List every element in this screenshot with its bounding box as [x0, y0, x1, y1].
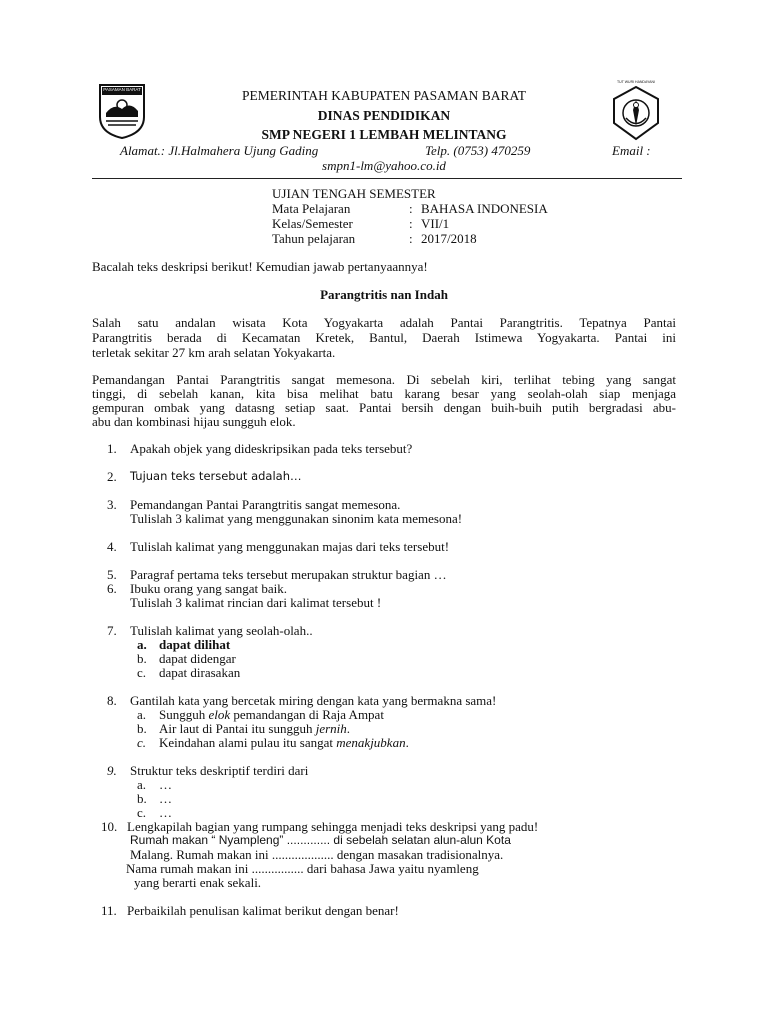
question-text: Paragraf pertama teks tersebut merupakan struktur bagian … [130, 567, 447, 582]
header-email-label: Email : [612, 143, 651, 158]
option-text-part: Air laut di Pantai itu sungguh [159, 721, 316, 736]
paragraph-line: terletak sekitar 27 km arah selatan Yokyakarta. [92, 345, 336, 360]
header-department: DINAS PENDIDIKAN [317, 108, 451, 123]
question-subtext: Tulislah 3 kalimat rincian dari kalimat tersebut ! [130, 595, 382, 610]
exam-row-value: BAHASA INDONESIA [421, 201, 548, 216]
exam-row-label: Mata Pelajaran [272, 201, 351, 216]
option-text-part: Sungguh [159, 707, 209, 722]
exam-row-label: Tahun pelajaran [272, 231, 356, 246]
option-text: dapat dilihat [159, 637, 231, 652]
question-number: 4. [107, 539, 117, 554]
header-email: smpn1-lm@yahoo.co.id [322, 158, 446, 173]
exam-row [272, 201, 548, 217]
instruction: Bacalah teks deskripsi berikut! Kemudian jawab pertanyaannya! [92, 259, 428, 274]
option-text-part: . [346, 721, 351, 736]
question-text: Perbaikilah penulisan kalimat berikut dengan benar! [127, 903, 399, 918]
left-logo-text: PASAMAN BARAT [103, 87, 141, 92]
option-letter: a. [137, 777, 147, 792]
question-text: Tujuan teks tersebut adalah… [130, 469, 302, 483]
option-letter: a. [137, 637, 147, 652]
option-text-part: Keindahan alami pulau itu sangat [159, 735, 337, 750]
option-letter: b. [137, 721, 147, 736]
option-letter: c. [137, 735, 147, 750]
option-letter: b. [137, 791, 147, 806]
question-number: 5. [107, 567, 117, 582]
question-cloze-line: Nama rumah makan ini ................ dari bahasa Jawa yaitu nyamleng [126, 861, 479, 876]
question-text: Tulislah kalimat yang menggunakan majas dari teks tersebut! [130, 539, 450, 554]
option-text-part: . [405, 735, 409, 750]
question-cloze-line: Rumah makan “ Nyampleng” ............. di sebelah selatan alun-alun Kota [130, 833, 511, 847]
option-text: … [159, 805, 172, 820]
text-title: Parangtritis nan Indah [320, 287, 448, 302]
paragraph-line: Salah satu andalan wisata Kota Yogyakarta adalah Pantai Parangtritis. Tepatnya Pantai [92, 315, 676, 330]
question-subtext: Tulislah 3 kalimat yang menggunakan sinonim kata memesona! [130, 511, 463, 526]
question-cloze-line: yang berarti enak sekali. [134, 875, 262, 890]
option-letter: a. [137, 707, 147, 722]
option-text: … [159, 791, 172, 806]
question-number: 3. [107, 497, 117, 512]
colon: : [409, 231, 413, 246]
question-text: Gantilah kata yang bercetak miring dengan kata yang bermakna sama! [130, 693, 497, 708]
question-number: 2. [107, 469, 117, 484]
exam-row-label: Kelas/Semester [272, 216, 353, 231]
question-number: 11. [101, 903, 117, 918]
question-cloze-line: Malang. Rumah makan ini ................... dengan masakan tradisionalnya. [130, 847, 504, 862]
paragraph-line: Pemandangan Pantai Parangtritis sangat memesona. Di sebelah kiri, terlihat tebing yang sangat [92, 372, 676, 387]
option-letter: c. [137, 805, 147, 820]
italic-word: elok [208, 707, 231, 722]
colon: : [409, 201, 413, 216]
exam-row-value: VII/1 [421, 216, 450, 231]
option-letter: c. [137, 665, 147, 680]
italic-word: menakjubkan [336, 735, 406, 750]
option-letter: b. [137, 651, 147, 666]
option-text: … [159, 777, 172, 792]
paragraph-line: tinggi, di sebelah kanan, kita bisa melihat batu karang besar yang seolah-olah siap menjaga [92, 386, 676, 401]
right-logo-text: TUT WURI HANDAYANI [617, 80, 655, 84]
question-number: 10. [101, 819, 118, 834]
question-number: 9. [107, 763, 117, 778]
question-number: 7. [107, 623, 117, 638]
option-text: dapat dirasakan [159, 665, 241, 680]
question-text: Ibuku orang yang sangat baik. [130, 581, 288, 596]
header-phone: Telp. (0753) 470259 [425, 143, 531, 158]
paragraph-line: gempuran ombak yang datasng setiap saat. Pantai bersih dengan buih-buih putih bergradasi abu- [92, 400, 676, 415]
question-text: Struktur teks deskriptif terdiri dari [130, 763, 309, 778]
question-text: Pemandangan Pantai Parangtritis sangat memesona. [130, 497, 401, 512]
exam-row [272, 231, 477, 247]
paragraph-line: Parangtritis berada di Kecamatan Kretek, Bantul, Daerah Istimewa Yogyakarta. Pantai ini [92, 330, 676, 345]
header-school: SMP NEGERI 1 LEMBAH MELINTANG [261, 127, 507, 142]
question-text: Apakah objek yang dideskripsikan pada teks tersebut? [130, 441, 413, 456]
exam-row-value: 2017/2018 [421, 231, 477, 246]
header-divider [92, 178, 682, 179]
option-text [159, 735, 409, 751]
question-text: Tulislah kalimat yang seolah-olah.. [130, 623, 313, 638]
question-text: Lengkapilah bagian yang rumpang sehingga menjadi teks deskripsi yang padu! [127, 819, 539, 834]
option-text: dapat didengar [159, 651, 236, 666]
question-number: 8. [107, 693, 117, 708]
exam-title: UJIAN TENGAH SEMESTER [272, 186, 436, 201]
exam-row [272, 216, 449, 232]
paragraph-line: abu dan kombinasi hijau sungguh elok. [92, 414, 296, 429]
header-government: PEMERINTAH KABUPATEN PASAMAN BARAT [241, 88, 527, 103]
question-number: 1. [107, 441, 117, 456]
option-text-part: pemandangan di Raja Ampat [230, 707, 384, 722]
header-address: Alamat.: Jl.Halmahera Ujung Gading [120, 143, 319, 158]
italic-word: jernih [315, 721, 347, 736]
question-number: 6. [107, 581, 117, 596]
colon: : [409, 216, 413, 231]
